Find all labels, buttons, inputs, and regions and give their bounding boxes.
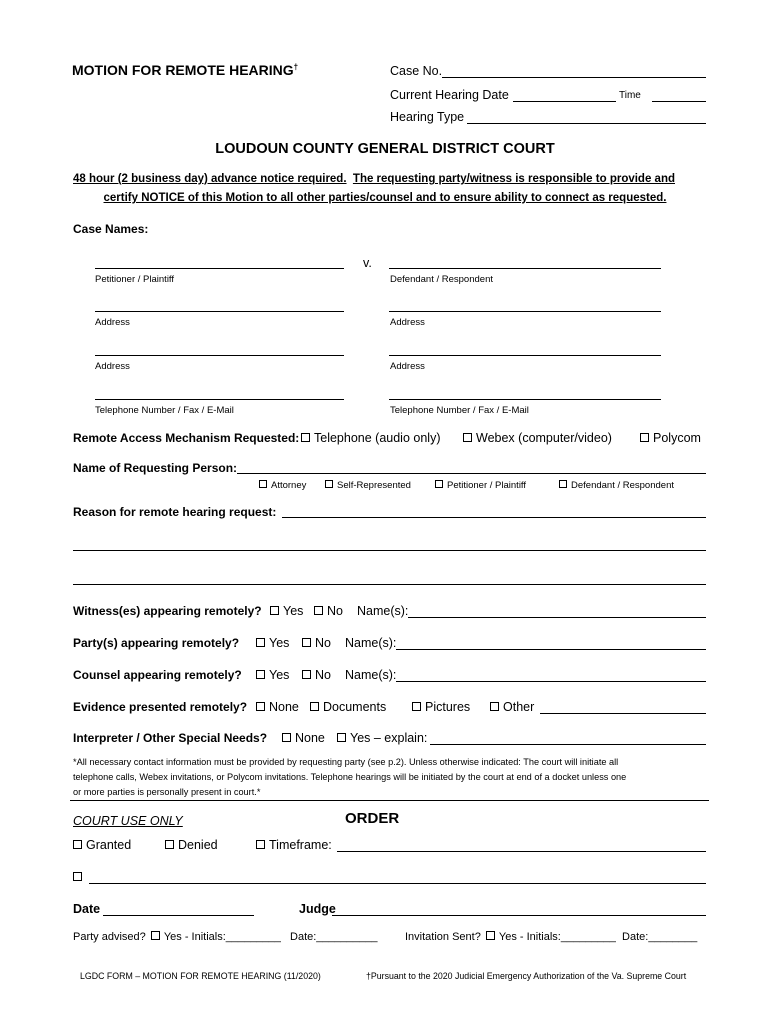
- reason-field-1[interactable]: [282, 517, 706, 518]
- form-title: MOTION FOR REMOTE HEARING†: [72, 62, 299, 78]
- checkbox-icon[interactable]: [302, 638, 311, 647]
- reason-label: Reason for remote hearing request:: [73, 505, 277, 519]
- interpreter-none[interactable]: None: [282, 731, 325, 745]
- checkbox-icon[interactable]: [337, 733, 346, 742]
- evidence-pictures[interactable]: Pictures: [412, 700, 470, 714]
- defendant-field[interactable]: [389, 268, 661, 269]
- court-use-label: COURT USE ONLY: [73, 814, 183, 828]
- defendant-address2-label: Address: [390, 361, 425, 372]
- invitation-row: Invitation Sent? Yes - Initials:_________ Date:________: [405, 931, 698, 943]
- checkbox-icon[interactable]: [463, 433, 472, 442]
- checkbox-icon[interactable]: [640, 433, 649, 442]
- checkbox-icon[interactable]: [256, 840, 265, 849]
- requesting-person-field[interactable]: [237, 473, 706, 474]
- order-title: ORDER: [345, 810, 400, 827]
- checkbox-icon[interactable]: [151, 931, 160, 940]
- judge-field[interactable]: [332, 915, 706, 916]
- checkbox-icon[interactable]: [259, 480, 267, 488]
- section-divider: [70, 800, 709, 801]
- party-advised-initials[interactable]: Yes - Initials:_________: [163, 931, 281, 943]
- interpreter-yes[interactable]: Yes – explain:: [337, 731, 427, 745]
- defendant-address1-field[interactable]: [389, 311, 661, 312]
- checkbox-icon[interactable]: [73, 840, 82, 849]
- time-label: Time: [619, 90, 641, 101]
- notice-line2: certify NOTICE of this Motion to all other parties/counsel and to ensure ability to connect as requested.: [103, 192, 667, 204]
- hearing-date-field[interactable]: [513, 101, 616, 102]
- party-names-field[interactable]: [396, 649, 706, 650]
- party-no[interactable]: No: [302, 636, 331, 650]
- petitioner-phone-label: Telephone Number / Fax / E-Mail: [95, 405, 234, 416]
- defendant-address2-field[interactable]: [389, 355, 661, 356]
- party-names-label: Name(s):: [345, 636, 397, 650]
- remote-access-label: Remote Access Mechanism Requested:: [73, 431, 300, 445]
- interpreter-explain-field[interactable]: [430, 744, 706, 745]
- checkbox-icon[interactable]: [256, 670, 265, 679]
- invitation-initials[interactable]: Yes - Initials:_________: [498, 931, 616, 943]
- hearing-type-field[interactable]: [467, 123, 706, 124]
- party-label: Party(s) appearing remotely?: [73, 636, 240, 650]
- evidence-other[interactable]: Other: [490, 700, 534, 714]
- checkbox-icon[interactable]: [282, 733, 291, 742]
- petitioner-field[interactable]: [95, 268, 344, 269]
- time-field[interactable]: [652, 101, 706, 102]
- counsel-yes[interactable]: Yes: [256, 668, 289, 682]
- checkbox-icon[interactable]: [256, 638, 265, 647]
- option-self-represented[interactable]: Self-Represented: [325, 480, 411, 491]
- checkbox-icon[interactable]: [435, 480, 443, 488]
- petitioner-address1-field[interactable]: [95, 311, 344, 312]
- reason-field-2[interactable]: [73, 550, 706, 551]
- requesting-person-label: Name of Requesting Person:: [73, 461, 238, 475]
- versus-label: v.: [363, 256, 372, 270]
- court-name: LOUDOUN COUNTY GENERAL DISTRICT COURT: [215, 141, 555, 157]
- defendant-phone-label: Telephone Number / Fax / E-Mail: [390, 405, 529, 416]
- checkbox-icon[interactable]: [486, 931, 495, 940]
- checkbox-icon[interactable]: [490, 702, 499, 711]
- option-petitioner[interactable]: Petitioner / Plaintiff: [435, 480, 526, 491]
- checkbox-icon[interactable]: [302, 670, 311, 679]
- option-attorney[interactable]: Attorney: [259, 480, 306, 491]
- checkbox-icon[interactable]: [559, 480, 567, 488]
- petitioner-label: Petitioner / Plaintiff: [95, 274, 175, 285]
- witness-names-field[interactable]: [408, 617, 706, 618]
- party-advised-row: Party advised? Yes - Initials:_________ Date:__________: [73, 931, 378, 943]
- order-other[interactable]: [73, 870, 86, 884]
- date-field[interactable]: [103, 915, 254, 916]
- option-webex[interactable]: Webex (computer/video): [463, 431, 612, 445]
- checkbox-icon[interactable]: [412, 702, 421, 711]
- party-advised-date[interactable]: Date:__________: [290, 931, 378, 943]
- hearing-date-label: Current Hearing Date: [390, 88, 509, 102]
- checkbox-icon[interactable]: [73, 872, 82, 881]
- notice-line1: 48 hour (2 business day) advance notice required. The requesting party/witness is responsible to provide and: [73, 173, 675, 185]
- witness-label: Witness(es) appearing remotely?: [73, 604, 262, 618]
- option-polycom[interactable]: Polycom: [640, 431, 701, 445]
- checkbox-icon[interactable]: [325, 480, 333, 488]
- petitioner-address1-label: Address: [95, 317, 130, 328]
- case-no-field[interactable]: [442, 77, 706, 78]
- witness-yes[interactable]: Yes: [270, 604, 303, 618]
- counsel-label: Counsel appearing remotely?: [73, 668, 242, 682]
- defendant-phone-field[interactable]: [389, 399, 661, 400]
- case-names-label: Case Names:: [73, 222, 149, 236]
- evidence-other-field[interactable]: [540, 713, 706, 714]
- checkbox-icon[interactable]: [314, 606, 323, 615]
- petitioner-phone-field[interactable]: [95, 399, 344, 400]
- footnote: *All necessary contact information must be provided by requesting party (see p.2). Unless otherwise indicated: The court will initiate all telephone calls, Webex invitations, or Polycom invitations. Telephone hearings will be initiated by the court at end of a docket unless one or more parties is personally present in court.*: [73, 757, 627, 797]
- hearing-type-label: Hearing Type: [390, 110, 465, 124]
- defendant-address1-label: Address: [390, 317, 425, 328]
- witness-names-label: Name(s):: [357, 604, 409, 618]
- evidence-label: Evidence presented remotely?: [73, 700, 248, 714]
- timeframe-field[interactable]: [337, 851, 706, 852]
- date-label: Date: [73, 902, 101, 916]
- order-denied[interactable]: Denied: [165, 838, 218, 852]
- defendant-label: Defendant / Respondent: [390, 274, 493, 285]
- order-timeframe[interactable]: Timeframe:: [256, 838, 332, 852]
- checkbox-icon[interactable]: [165, 840, 174, 849]
- evidence-documents[interactable]: Documents: [310, 700, 386, 714]
- party-yes[interactable]: Yes: [256, 636, 289, 650]
- case-no-label: Case No.: [390, 64, 443, 78]
- counsel-names-field[interactable]: [396, 681, 706, 682]
- option-defendant[interactable]: Defendant / Respondent: [559, 480, 674, 491]
- reason-field-3[interactable]: [73, 584, 706, 585]
- petitioner-address2-label: Address: [95, 361, 130, 372]
- footer-authority: †Pursuant to the 2020 Judicial Emergency Authorization of the Va. Supreme Court: [366, 971, 687, 981]
- counsel-no[interactable]: No: [302, 668, 331, 682]
- order-other-field[interactable]: [89, 883, 706, 884]
- interpreter-label: Interpreter / Other Special Needs?: [73, 731, 268, 745]
- checkbox-icon[interactable]: [270, 606, 279, 615]
- order-granted[interactable]: Granted: [73, 838, 131, 852]
- evidence-none[interactable]: None: [256, 700, 299, 714]
- invitation-date[interactable]: Date:________: [622, 931, 698, 943]
- footer-form-id: LGDC FORM – MOTION FOR REMOTE HEARING (11/2020): [80, 971, 321, 981]
- option-telephone[interactable]: Telephone (audio only): [301, 431, 440, 445]
- checkbox-icon[interactable]: [301, 433, 310, 442]
- counsel-names-label: Name(s):: [345, 668, 397, 682]
- petitioner-address2-field[interactable]: [95, 355, 344, 356]
- judge-label: Judge: [299, 902, 336, 916]
- checkbox-icon[interactable]: [310, 702, 319, 711]
- witness-no[interactable]: No: [314, 604, 343, 618]
- checkbox-icon[interactable]: [256, 702, 265, 711]
